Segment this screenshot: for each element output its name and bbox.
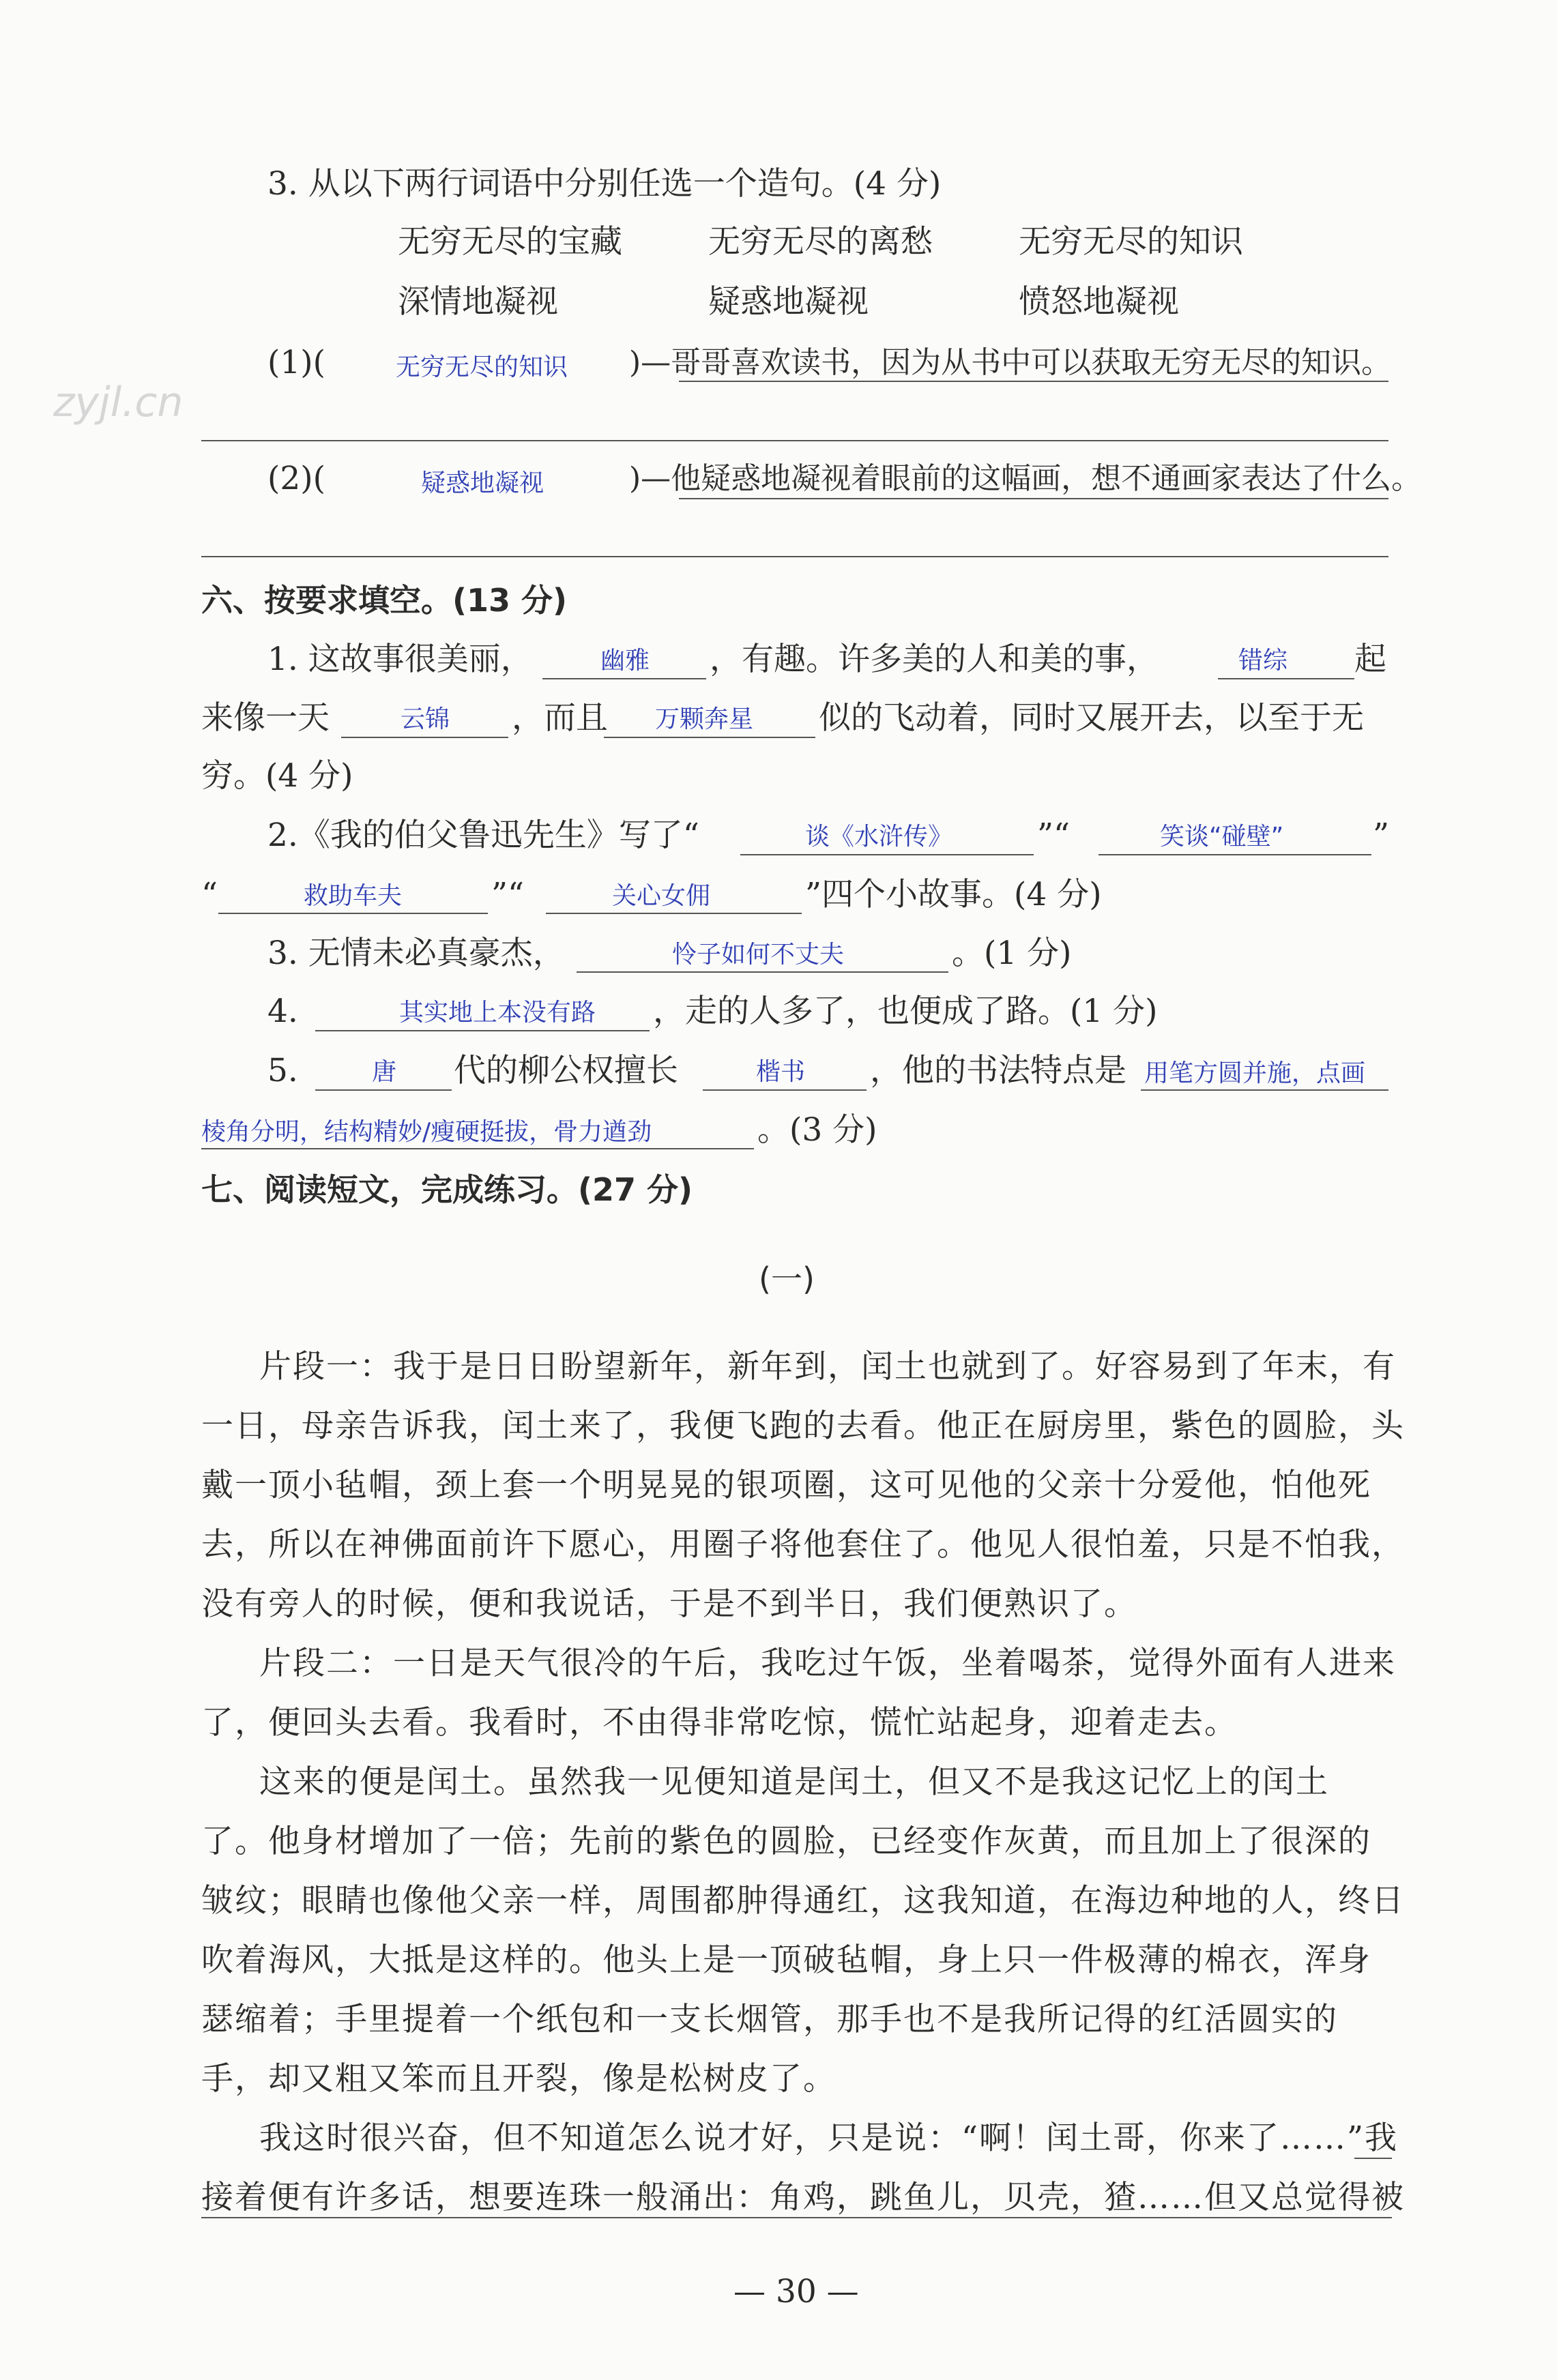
- section-6-title: 六、按要求填空。(13 分): [201, 582, 568, 619]
- q3-word-1-1: 无穷无尽的宝藏: [398, 223, 622, 261]
- passage-number: (一): [759, 1261, 815, 1297]
- s6-i2-blank-2: 笑谈“碰壁”: [1160, 823, 1284, 851]
- passage-line: 去，所以在神佛面前许下愿心，用圈子将他套住了。他见人很怕羞，只是不怕我，: [201, 1526, 1405, 1563]
- blank-line: [604, 737, 815, 738]
- blank-line: [740, 854, 1034, 855]
- blank-line: [218, 913, 488, 914]
- s6-i5-blank-2: 楷书: [756, 1058, 806, 1086]
- s6-i1-text-e: 来像一天: [201, 699, 330, 737]
- s6-i4-text-c: ，走的人多了，也便成了路。(1 分): [653, 993, 1158, 1030]
- blank-line: [1141, 1089, 1388, 1091]
- s6-i1-text-h: 穷。(4 分): [201, 757, 353, 795]
- s6-i3-text-a: 3. 无情未必真豪杰，: [267, 935, 565, 972]
- blank-line: [201, 1148, 754, 1149]
- s6-i2-text-a: 2.《我的伯父鲁迅先生》写了“: [267, 817, 699, 854]
- passage-line: 没有旁人的时候，便和我说话，于是不到半日，我们便熟识了。: [201, 1585, 1137, 1623]
- q3-word-2-1: 深情地凝视: [398, 283, 558, 321]
- page-number: — 30 —: [733, 2273, 859, 2310]
- q3-answer-2-number: (2)(: [267, 460, 325, 497]
- passage-line: 这来的便是闰土。虽然我一见便知道是闰土，但又不是我这记忆上的闰土: [259, 1763, 1329, 1801]
- q3-answer-1-number: (1)(: [267, 344, 325, 381]
- passage-line: 片段二：一日是天气很冷的午后，我吃过午饭，坐着喝茶，觉得外面有人进来: [259, 1645, 1396, 1682]
- blank-line: [703, 1089, 867, 1091]
- q3-answer-1-word: 无穷无尽的知识: [396, 353, 568, 381]
- q3-answer-2-sentence: )—他疑惑地凝视着眼前的这幅画，想不通画家表达了什么。: [629, 461, 1422, 496]
- answer-line: [201, 556, 1388, 557]
- s6-i5-blank-1: 唐: [372, 1058, 397, 1086]
- s6-i5-text-e: 。(3 分): [757, 1111, 877, 1149]
- underline-mark: [201, 2217, 1392, 2218]
- s6-i2-text-e: “: [201, 876, 218, 913]
- s6-i1-blank-3: 云锦: [401, 705, 450, 733]
- blank-line: [542, 678, 706, 679]
- blank-line: [1098, 854, 1371, 855]
- passage-line: 皱纹；眼睛也像他父亲一样，周围都肿得通红，这我知道，在海边种地的人，终日: [201, 1882, 1405, 1920]
- s6-i5-text-d: ，他的书法特点是: [870, 1052, 1126, 1089]
- s6-i5-blank-4: 棱角分明，结构精妙/瘦硬挺拔，骨力遒劲: [201, 1118, 652, 1146]
- s6-i3-blank-1: 怜子如何不丈夫: [672, 941, 845, 969]
- s6-i1-blank-2: 错综: [1238, 647, 1288, 675]
- s6-i2-blank-3: 救助车夫: [304, 882, 403, 910]
- s6-i1-text-f: ，而且: [512, 699, 608, 737]
- passage-line: 戴一顶小毡帽，颈上套一个明晃晃的银项圈，这可见他的父亲十分爱他，怕他死: [201, 1467, 1371, 1504]
- blank-line: [1218, 678, 1354, 679]
- blank-line: [341, 737, 508, 738]
- passage-line: 一日，母亲告诉我，闰土来了，我便飞跑的去看。他正在厨房里，紫色的圆脸，头: [201, 1407, 1405, 1445]
- q3-word-2-3: 愤怒地凝视: [1019, 283, 1179, 321]
- s6-i2-text-g: ”四个小故事。(4 分): [805, 876, 1102, 913]
- answer-line: [679, 498, 1388, 499]
- s6-i4-blank-1: 其实地上本没有路: [399, 999, 596, 1027]
- blank-line: [546, 913, 802, 914]
- blank-line: [315, 1089, 452, 1091]
- s6-i5-text-c: 代的柳公权擅长: [454, 1052, 678, 1089]
- blank-line: [577, 971, 948, 973]
- s6-i2-blank-1: 谈《水浒传》: [805, 823, 953, 851]
- q3-prompt: 3. 从以下两行词语中分别任选一个造句。(4 分): [267, 165, 942, 203]
- s6-i4-text-a: 4.: [267, 993, 298, 1030]
- s6-i5-text-a: 5.: [267, 1052, 298, 1089]
- s6-i2-text-c: ”“: [1037, 817, 1071, 854]
- s6-i1-blank-4: 万颗奔星: [655, 705, 754, 733]
- passage-line: 我这时很兴奋，但不知道怎么说才好，只是说：“啊！闰土哥，你来了……”我: [259, 2119, 1399, 2157]
- passage-line: 瑟缩着；手里提着一个纸包和一支长烟管，那手也不是我所记得的红活圆实的: [201, 2001, 1338, 2038]
- answer-line: [679, 381, 1388, 382]
- q3-answer-1-sentence: )—哥哥喜欢读书，因为从书中可以获取无穷无尽的知识。: [629, 345, 1392, 380]
- s6-i3-text-c: 。(1 分): [952, 935, 1072, 972]
- s6-i5-blank-3: 用笔方圆并施，点画: [1144, 1059, 1366, 1087]
- passage-line: 片段一：我于是日日盼望新年，新年到，闰土也就到了。好容易到了年末，有: [259, 1348, 1396, 1385]
- s6-i1-blank-1: 幽雅: [600, 647, 650, 675]
- passage-line: 了，便回头去看。我看时，不由得非常吃惊，慌忙站起身，迎着走去。: [201, 1704, 1238, 1742]
- s6-i1-text-g: 似的飞动着，同时又展开去，以至于无: [819, 699, 1364, 737]
- underline-mark: [1354, 2158, 1392, 2159]
- s6-i1-text-d: 起: [1354, 641, 1386, 678]
- answer-line: [201, 440, 1388, 441]
- s6-i1-text-a: 1. 这故事很美丽，: [267, 641, 533, 678]
- s6-i2-text-d: ”: [1373, 817, 1390, 854]
- section-7-title: 七、阅读短文，完成练习。(27 分): [201, 1171, 693, 1208]
- q3-answer-2-word: 疑惑地凝视: [421, 469, 544, 497]
- s6-i1-text-c: ，有趣。许多美的人和美的事，: [710, 641, 1159, 678]
- q3-word-1-2: 无穷无尽的离愁: [708, 223, 933, 261]
- q3-word-1-3: 无穷无尽的知识: [1019, 223, 1243, 261]
- passage-line: 了。他身材增加了一倍；先前的紫色的圆脸，已经变作灰黄，而且加上了很深的: [201, 1823, 1371, 1860]
- watermark-text: zyjl.cn: [53, 379, 184, 426]
- passage-line: 手，却又粗又笨而且开裂，像是松树皮了。: [201, 2060, 836, 2098]
- s6-i2-blank-4: 关心女佣: [612, 882, 711, 910]
- passage-line: 接着便有许多话，想要连珠一般涌出：角鸡，跳鱼儿，贝壳，猹……但又总觉得被: [201, 2179, 1405, 2216]
- passage-line: 吹着海风，大抵是这样的。他头上是一顶破毡帽，身上只一件极薄的棉衣，浑身: [201, 1941, 1371, 1979]
- s6-i2-text-f: ”“: [491, 876, 525, 913]
- q3-word-2-2: 疑惑地凝视: [708, 283, 869, 321]
- blank-line: [315, 1030, 650, 1031]
